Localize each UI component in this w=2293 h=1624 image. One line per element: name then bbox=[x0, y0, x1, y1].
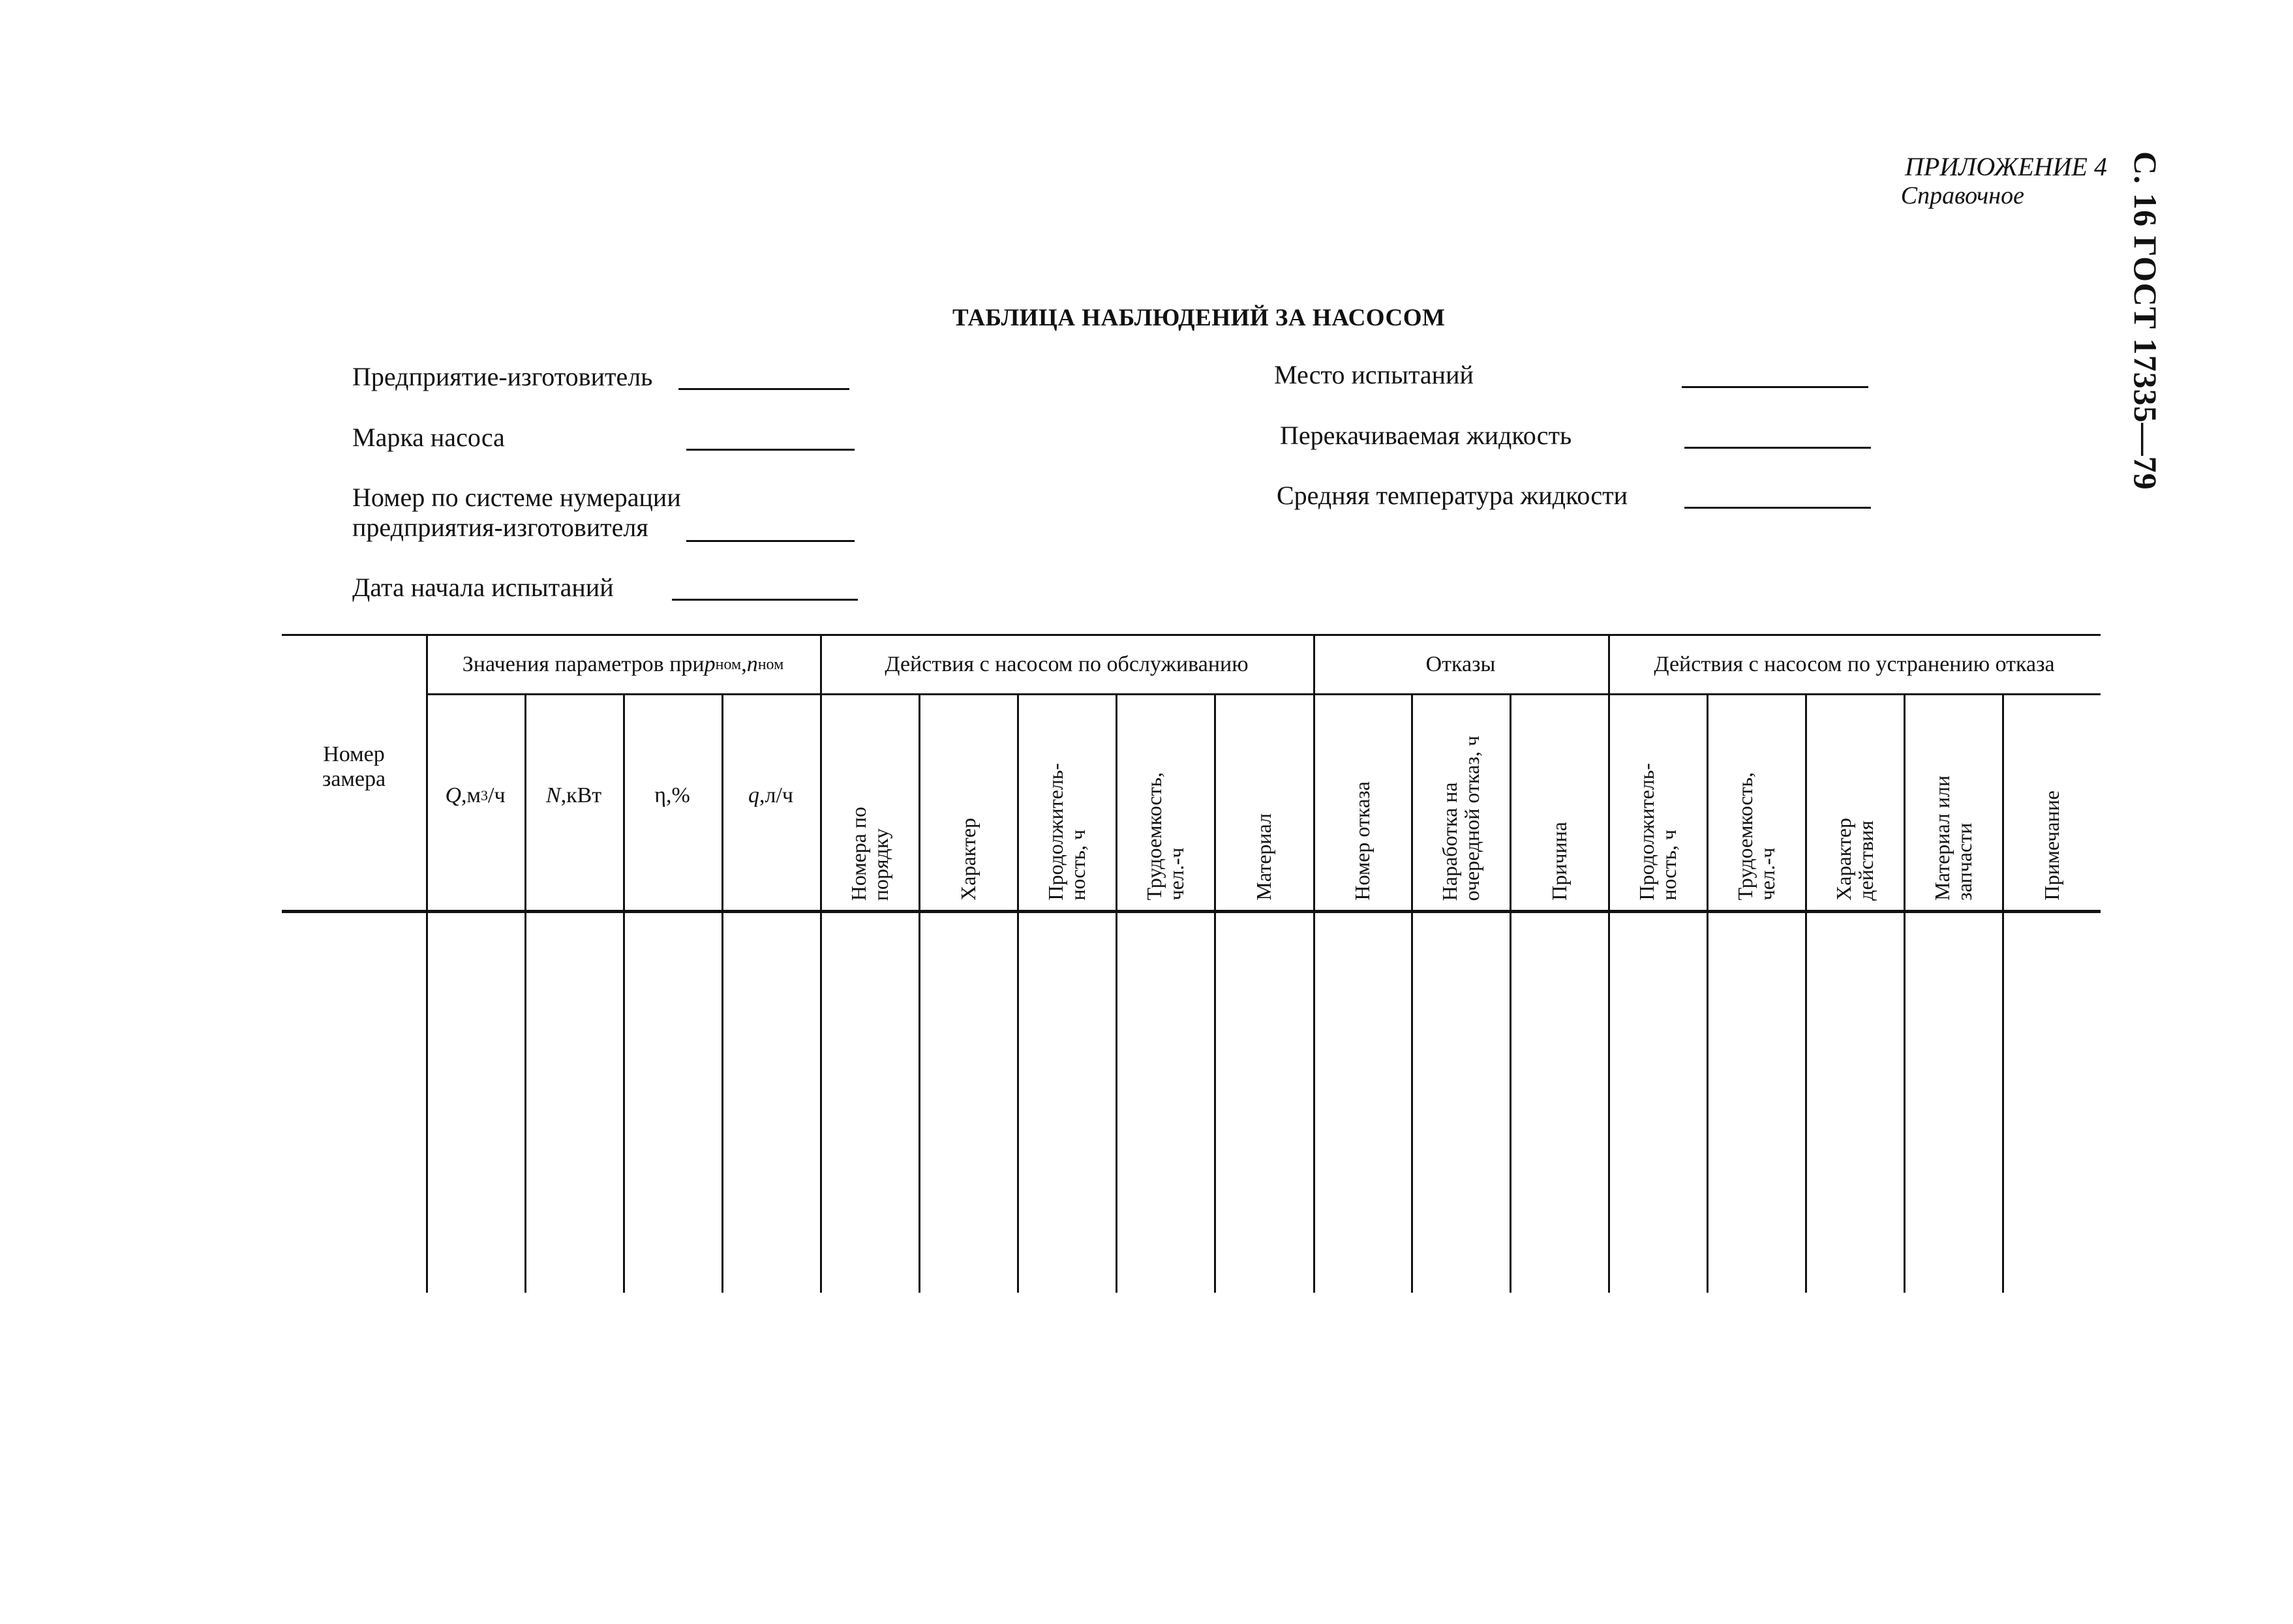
table-header-rule bbox=[282, 910, 2101, 913]
service-col-material: Материал bbox=[1252, 813, 1275, 901]
failure-col-runtime: Наработка на очередной отказ, ч bbox=[1437, 735, 1483, 901]
appendix-label: ПРИЛОЖЕНИЕ 4 bbox=[1905, 152, 2107, 181]
service-col-duration: Продолжитель- ность, ч bbox=[1043, 763, 1089, 901]
service-col-order: Номера по порядку bbox=[846, 806, 892, 901]
repair-col-action: Характер действия bbox=[1831, 818, 1877, 901]
measurement-number-header: Номер замера bbox=[322, 742, 386, 791]
repair-col-labor: Трудоемкость, чел.-ч bbox=[1733, 772, 1779, 901]
service-group-header: Действия с насосом по обслуживанию bbox=[885, 652, 1249, 676]
failure-col-cause: Причина bbox=[1547, 822, 1571, 901]
efficiency-header: η,% bbox=[654, 783, 690, 807]
test-site-label: Место испытаний bbox=[1274, 360, 1474, 389]
page-standard-header: С. 16 ГОСТ 17335—79 bbox=[2127, 151, 2164, 490]
appendix-type: Справочное bbox=[1900, 182, 2024, 209]
start-date-label: Дата начала испытаний bbox=[352, 573, 614, 602]
avg-temperature-field[interactable] bbox=[1684, 507, 1871, 509]
failures-group-header: Отказы bbox=[1425, 652, 1496, 676]
params-group-header: Значения параметров при p ном , n ном bbox=[462, 652, 784, 676]
serial-number-label-1: Номер по системе нумерации bbox=[352, 483, 681, 512]
pump-brand-label: Марка насоса bbox=[352, 423, 505, 452]
serial-number-field[interactable] bbox=[686, 540, 855, 542]
flow-rate-header: Q ,м 3 /ч bbox=[445, 783, 506, 807]
serial-number-label-2: предприятия-изготовителя bbox=[352, 513, 648, 542]
service-col-character: Характер bbox=[956, 818, 980, 901]
pumped-liquid-label: Перекачиваемая жидкость bbox=[1280, 421, 1572, 450]
service-col-labor: Трудоемкость, чел.-ч bbox=[1142, 772, 1188, 901]
repair-col-note: Примечание bbox=[2039, 790, 2063, 901]
failure-col-number: Номер отказа bbox=[1350, 781, 1374, 901]
repair-group-header: Действия с насосом по устранению отказа bbox=[1654, 652, 2055, 676]
manufacturer-field[interactable] bbox=[678, 388, 849, 390]
repair-col-duration: Продолжитель- ность, ч bbox=[1634, 763, 1680, 901]
pump-brand-field[interactable] bbox=[686, 449, 855, 451]
pumped-liquid-field[interactable] bbox=[1684, 447, 1871, 449]
avg-temperature-label: Средняя температура жидкости bbox=[1277, 481, 1628, 510]
start-date-field[interactable] bbox=[672, 599, 858, 601]
leakage-header: q ,л/ч bbox=[748, 783, 793, 807]
power-header: N ,кВт bbox=[545, 783, 602, 807]
test-site-field[interactable] bbox=[1682, 386, 1868, 388]
col-rule bbox=[426, 634, 428, 1293]
manufacturer-label: Предприятие-изготовитель bbox=[352, 362, 653, 391]
form-title: ТАБЛИЦА НАБЛЮДЕНИЙ ЗА НАСОСОМ bbox=[952, 305, 1446, 331]
repair-col-materials: Материал или запчасти bbox=[1930, 775, 1976, 901]
